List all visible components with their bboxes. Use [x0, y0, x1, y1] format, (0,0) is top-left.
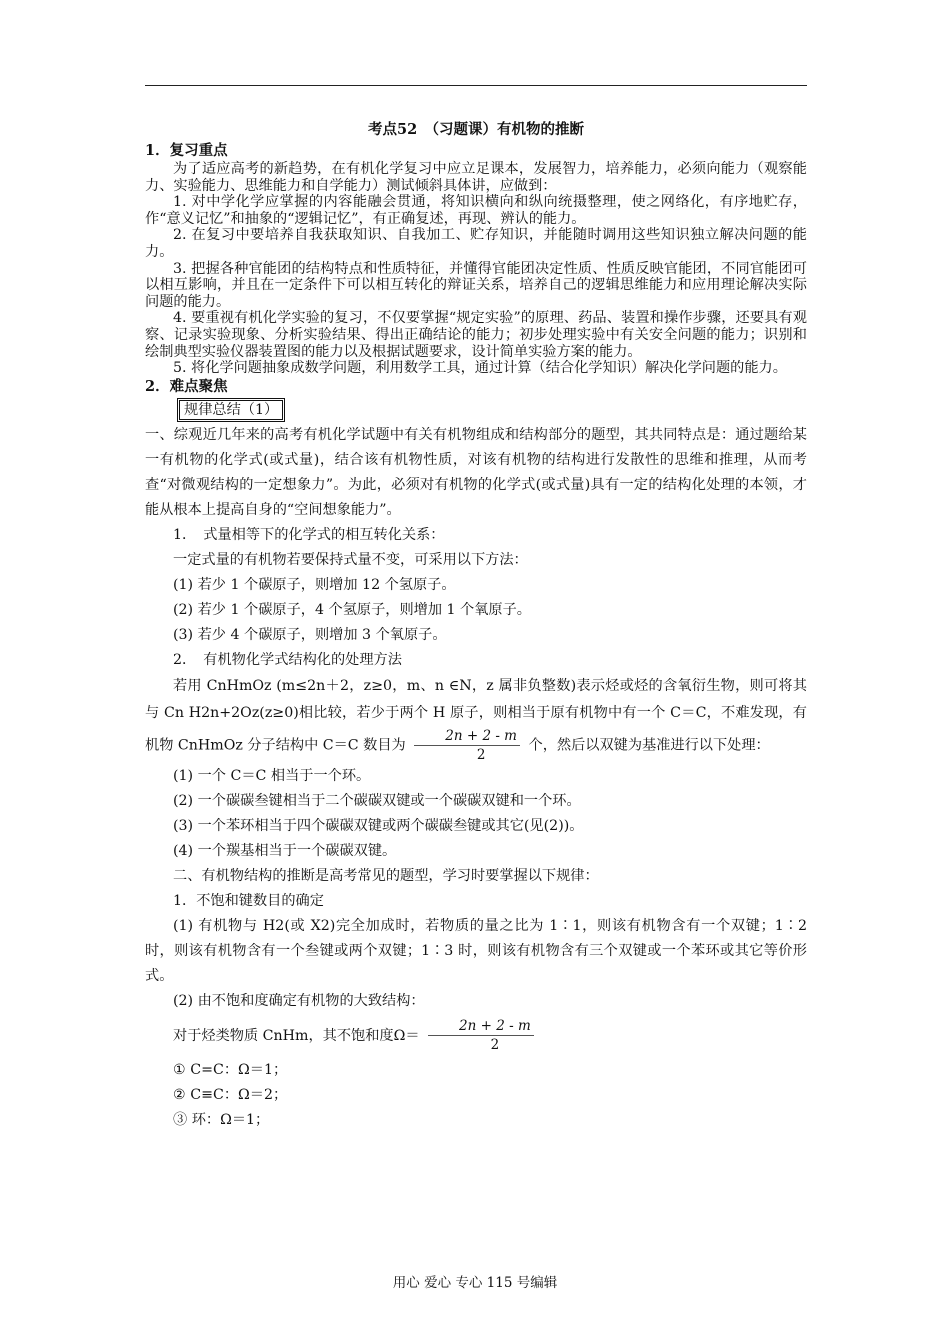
omega-fraction [428, 1017, 534, 1054]
section1-para: 2. 在复习中要培养自我获取知识、自我加工、贮存知识，并能随时调用这些知识独立解决问题的能力。 [145, 227, 807, 260]
doc-title: 考点52 （习题课）有机物的推断 [368, 121, 584, 138]
p1-item: (2) 若少 1 个碳原子，4 个氢原子，则增加 1 个氧原子。 [173, 601, 531, 618]
p2-item: (1) 一个 C＝C 相当于一个环。 [173, 767, 371, 784]
section1-para: 3. 把握各种官能团的结构特点和性质特征，并懂得官能团决定性质、性质反映官能团，不同官能团可以相互影响，并且在一定条件下可以相互转化的辩证关系，培养自己的逻辑思维能力和应用理论解决实际问题的能力。 [145, 260, 807, 310]
p2-item: (2) 一个碳碳叁键相当于二个碳碳双键或一个碳碳双键和一个环。 [173, 792, 581, 809]
page-footer: 用心 爱心 专心 115 号编辑 [392, 1275, 558, 1291]
part2-intro: 二、有机物结构的推断是高考常见的题型，学习时要掌握以下规律： [173, 867, 599, 884]
part2-subtitle: 1．不饱和键数目的确定 [173, 892, 324, 909]
p2-text-b: 个，然后以双键为基准进行以下处理： [528, 737, 770, 754]
p2-paragraph [145, 673, 807, 764]
omega-formula-line [145, 1014, 807, 1058]
double-bond-fraction [414, 727, 520, 764]
p1-item: (3) 若少 4 个碳原子，则增加 3 个氧原子。 [173, 626, 447, 643]
omega-lead: 对于烃类物质 CnHm，其不饱和度Ω＝ [173, 1027, 420, 1044]
part2-text: (2) 由不饱和度确定有机物的大致结构： [173, 992, 425, 1009]
p2-text-a: 若用 CnHmOz (m≤2n＋2，z≥0，m、n ∈N，z 属非负整数)表示烃或烃的含氧衍生物，则可将其与 Cn H2n+2Oz(z≥0)相比较，若少于两个 H 原子，则相当于原有机物中有一个 C＝C，不难发现，有机物 CnHmOz 分子结构中 C＝C 数目为 [145, 677, 807, 754]
fraction-denominator: 2 [490, 1037, 500, 1054]
section2-heading: 2．难点聚焦 [145, 377, 228, 395]
omega-item: ② C≡C：Ω＝2； [173, 1086, 288, 1103]
p2-item: (4) 一个羰基相当于一个碳碳双键。 [173, 842, 397, 859]
section1-para: 4. 要重视有机化学实验的复习，不仅要掌握“规定实验”的原理、药品、装置和操作步骤，还要具有观察、记录实验现象、分析实验结果、得出正确结论的能力；初步处理实验中有关安全问题的能力；识别和绘制典型实验仪器装置图的能力以及根据试题要求，设计简单实验方案的能力。 [145, 310, 807, 360]
part2-text: (1) 有机物与 H2(或 X2)完全加成时，若物质的量之比为 1∶1，则该有机物含有一个双键；1∶2 时，则该有机物含有一个叁键或两个双键；1∶3 时，则该有机物含有三个双键或一个苯环或其它等价形式。 [145, 917, 807, 984]
p2-item: (3) 一个苯环相当于四个碳碳双键或两个碳碳叁键或其它(见(2))。 [173, 817, 584, 834]
section1-para: 1. 对中学化学应掌握的内容能融会贯通，将知识横向和纵向统摄整理，使之网络化，有序地贮存，作“意义记忆”和抽象的“逻辑记忆”，有正确复述，再现、辨认的能力。 [145, 194, 807, 227]
fraction-denominator: 2 [476, 746, 486, 763]
header-rule [145, 85, 807, 86]
fraction-numerator: 2n + 2 - m [445, 727, 517, 744]
rule-summary-box: 规律总结（1） [177, 398, 285, 422]
p1-title: 1． 式量相等下的化学式的相互转化关系： [173, 526, 445, 543]
intro-paragraph: 一、综观近几年来的高考有机化学试题中有关有机物组成和结构部分的题型，其共同特点是：通过题给某一有机物的化学式(或式量)，结合该有机物性质，对该有机物的结构进行发散性的思维和推理，从而考查“对微观结构的一定想象力”。为此，必须对有机物的化学式(或式量)具有一定的结构化处理的本领，才能从根本上提高自身的“空间想象能力”。 [145, 426, 807, 518]
document-body [145, 118, 807, 1133]
p1-lead: 一定式量的有机物若要保持式量不变，可采用以下方法： [173, 551, 528, 568]
section1-para: 为了适应高考的新趋势，在有机化学复习中应立足课本，发展智力，培养能力，必须向能力（观察能力、实验能力、思维能力和自学能力）测试倾斜具体讲，应做到： [145, 161, 807, 194]
section1-para: 5. 将化学问题抽象成数学问题，利用数学工具，通过计算（结合化学知识）解决化学问题的能力。 [173, 360, 787, 377]
fraction-numerator: 2n + 2 - m [459, 1018, 531, 1035]
omega-item: ③ 环：Ω＝1； [173, 1111, 270, 1128]
omega-item: ① C=C：Ω＝1； [173, 1061, 288, 1078]
p1-item: (1) 若少 1 个碳原子，则增加 12 个氢原子。 [173, 576, 456, 593]
p2-title: 2． 有机物化学式结构化的处理方法 [173, 651, 402, 668]
section1-heading: 1．复习重点 [145, 142, 228, 159]
